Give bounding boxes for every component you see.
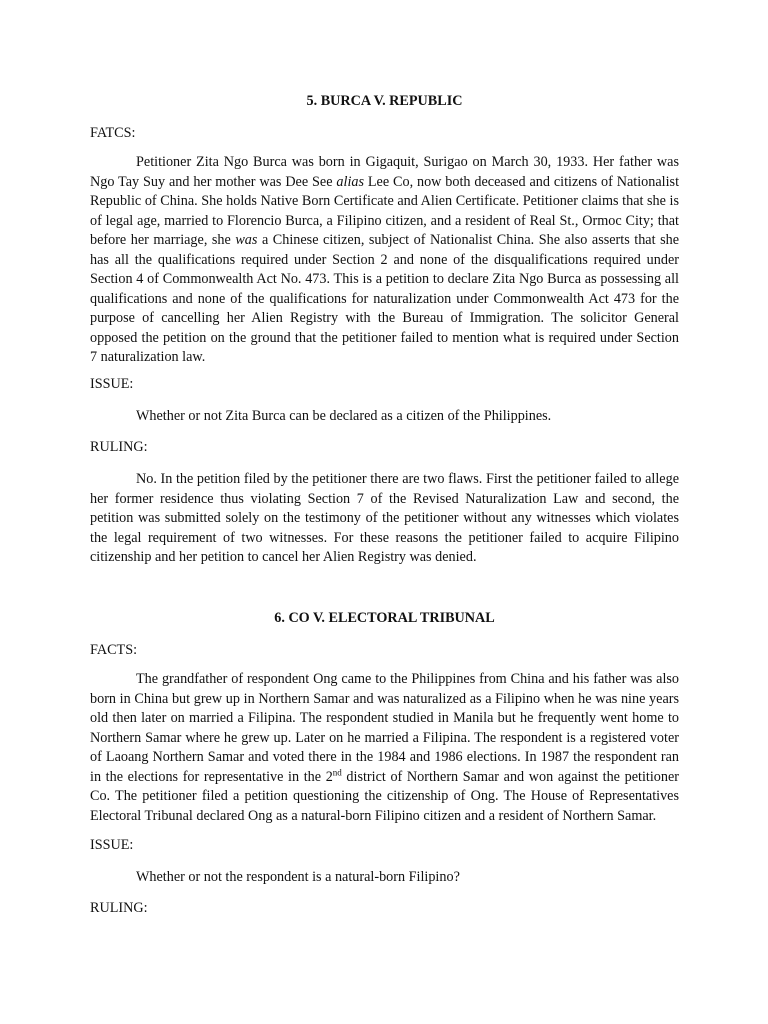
- case6-facts-label: FACTS:: [90, 642, 138, 658]
- case5-ruling-label: RULING:: [90, 439, 148, 455]
- case6-title: 6. CO V. ELECTORAL TRIBUNAL: [274, 610, 495, 626]
- case5-facts-paragraph: Petitioner Zita Ngo Burca was born in Gigaquit, Surigao on March 30, 1933. Her father was Ngo Tay Suy and her mother was Dee See alias Lee Co, now both deceased and citizens of Nationalist Republic of China. She holds Native Born Certificate and Alien Certificate. Petitioner claims that she is of legal age, married to Florencio Burca, a Filipino citizen, and a resident of Real St., Ormoc City; that before her marriage, she was a Chinese citizen, subject of Nationalist China. She also asserts that she has all the qualifications required under Section 2 and none of the disqualifications required under Section 4 of Commonwealth Act No. 473. This is a petition to declare Zita Ngo Burca as possessing all qualifications and none of the qualifications for naturalization under Commonwealth Act 473 for the purpose of cancelling her Alien Registry with the Bureau of Immigration. The solicitor General opposed the petition on the ground that the petitioner failed to mention what is required under Section 7 naturalization law.: [90, 154, 680, 365]
- case5-ruling-paragraph: No. In the petition filed by the petitioner there are two flaws. First the petitioner failed to allege her former residence thus violating Section 7 of the Revised Naturalization Law and second, the petition was submitted solely on the testimony of the petitioner without any witnesses which violates the legal requirement of two witnesses. For these reasons the petitioner failed to acquire Filipino citizenship and her petition to cancel her Alien Registry was denied.: [90, 471, 679, 565]
- case5-facts-label: FATCS:: [90, 125, 136, 141]
- case5-issue-text: Whether or not Zita Burca can be declared as a citizen of the Philippines.: [136, 408, 552, 424]
- case5-issue-label: ISSUE:: [90, 376, 134, 392]
- case5-title: 5. BURCA V. REPUBLIC: [306, 93, 463, 109]
- case6-facts-paragraph: The grandfather of respondent Ong came to the Philippines from China and his father was also born in China but grew up in Northern Samar and was naturalized as a Filipino when he was nine years old then later on married a Filipina. The respondent studied in Manila but he frequently went home to Northern Samar where he grew up. Later on he married a Filipina. The respondent is a registered voter of Laoang Northern Samar and voted there in the 1984 and 1986 elections. In 1987 the respondent ran in the elections for representative in the 2nd district of Northern Samar and won against the petitioner Co. The petitioner filed a petition questioning the citizenship of Ong. The House of Representatives Electoral Tribunal declared Ong as a natural-born Filipino citizen and a resident of Northern Samar.: [90, 671, 679, 824]
- case6-issue-label: ISSUE:: [90, 837, 134, 853]
- case6-issue-text: Whether or not the respondent is a natural-born Filipino?: [136, 869, 460, 885]
- case6-ruling-label: RULING:: [90, 900, 148, 916]
